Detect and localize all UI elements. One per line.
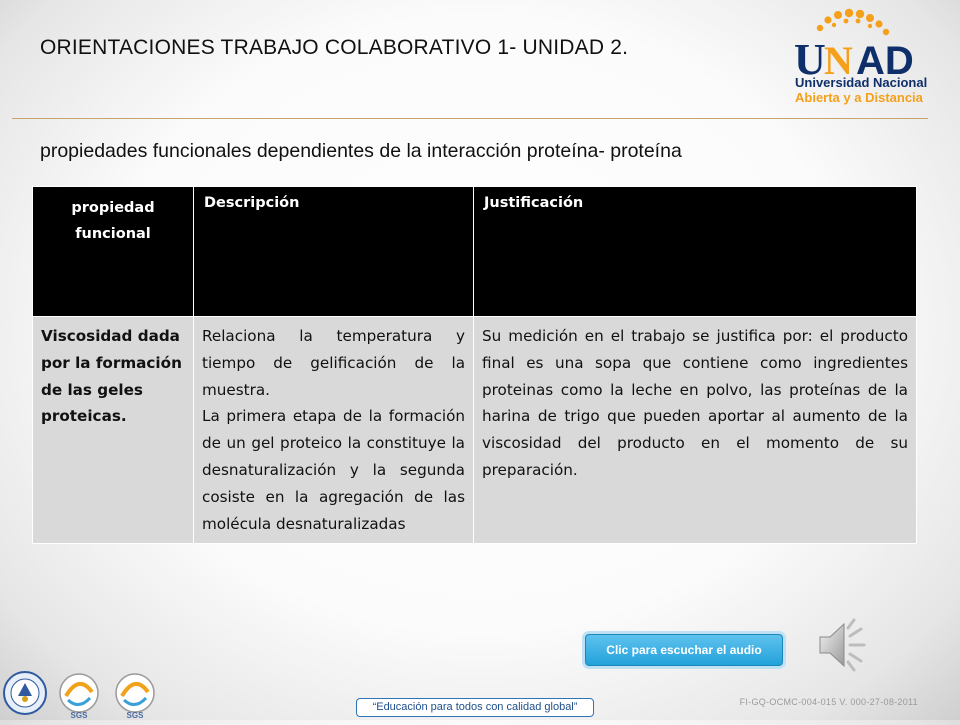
slide-subtitle: propiedades funcionales dependientes de la interacción proteína- proteína	[40, 140, 682, 162]
badge-sgs-label: SGS	[70, 711, 88, 720]
colombia-seal-icon	[2, 668, 48, 723]
cell-property: Viscosidad dada por la formación de las geles proteicas.	[33, 317, 194, 544]
table-row	[33, 317, 917, 544]
header-justification: Justificación	[474, 187, 917, 317]
cell-justification: Su medición en el trabajo se justifica por: el producto final es una sopa que contiene como ingredientes proteinas como la leche en polvo, las proteínas de la harina de trigo que pueden aportar al aumento de la viscosidad del producto en el momento de su preparación.	[474, 317, 917, 544]
table-header-row	[33, 187, 917, 317]
footer-document-code: FI-GQ-OCMC-004-015 V. 000-27-08-2011	[739, 697, 918, 707]
speaker-icon[interactable]	[816, 616, 872, 679]
description-paragraph-2: La primera etapa de la formación de un gel proteico la constituye la desnaturalización y la segunda cosiste en la agregación de las molécula desnaturalizadas	[202, 407, 465, 533]
footer-slogan: “Educación para todos con calidad global”	[356, 698, 594, 717]
description-paragraph-1: Relaciona la temperatura y tiempo de gelificación de la muestra.	[202, 327, 465, 399]
unad-logo	[790, 6, 932, 110]
svg-text:U: U	[794, 35, 826, 78]
properties-table	[32, 186, 917, 544]
cell-description	[194, 317, 474, 544]
logo-university-subname: Abierta y a Distancia	[795, 90, 923, 105]
iso-badge-icon	[110, 670, 160, 725]
logo-university-name: Universidad Nacional	[795, 75, 928, 90]
badge-sgs-label: SGS	[126, 711, 144, 720]
slide-title: ORIENTACIONES TRABAJO COLABORATIVO 1- UNIDAD 2.	[40, 36, 629, 59]
svg-text:N: N	[824, 38, 853, 78]
header-property: propiedad funcional	[33, 187, 194, 317]
play-audio-button[interactable]: Clic para escuchar el audio	[585, 634, 783, 666]
unad-logo-icon	[790, 6, 932, 78]
svg-text:AD: AD	[856, 39, 914, 78]
header-description: Descripción	[194, 187, 474, 317]
iso-badge-icon	[54, 670, 104, 725]
title-divider	[12, 118, 928, 119]
